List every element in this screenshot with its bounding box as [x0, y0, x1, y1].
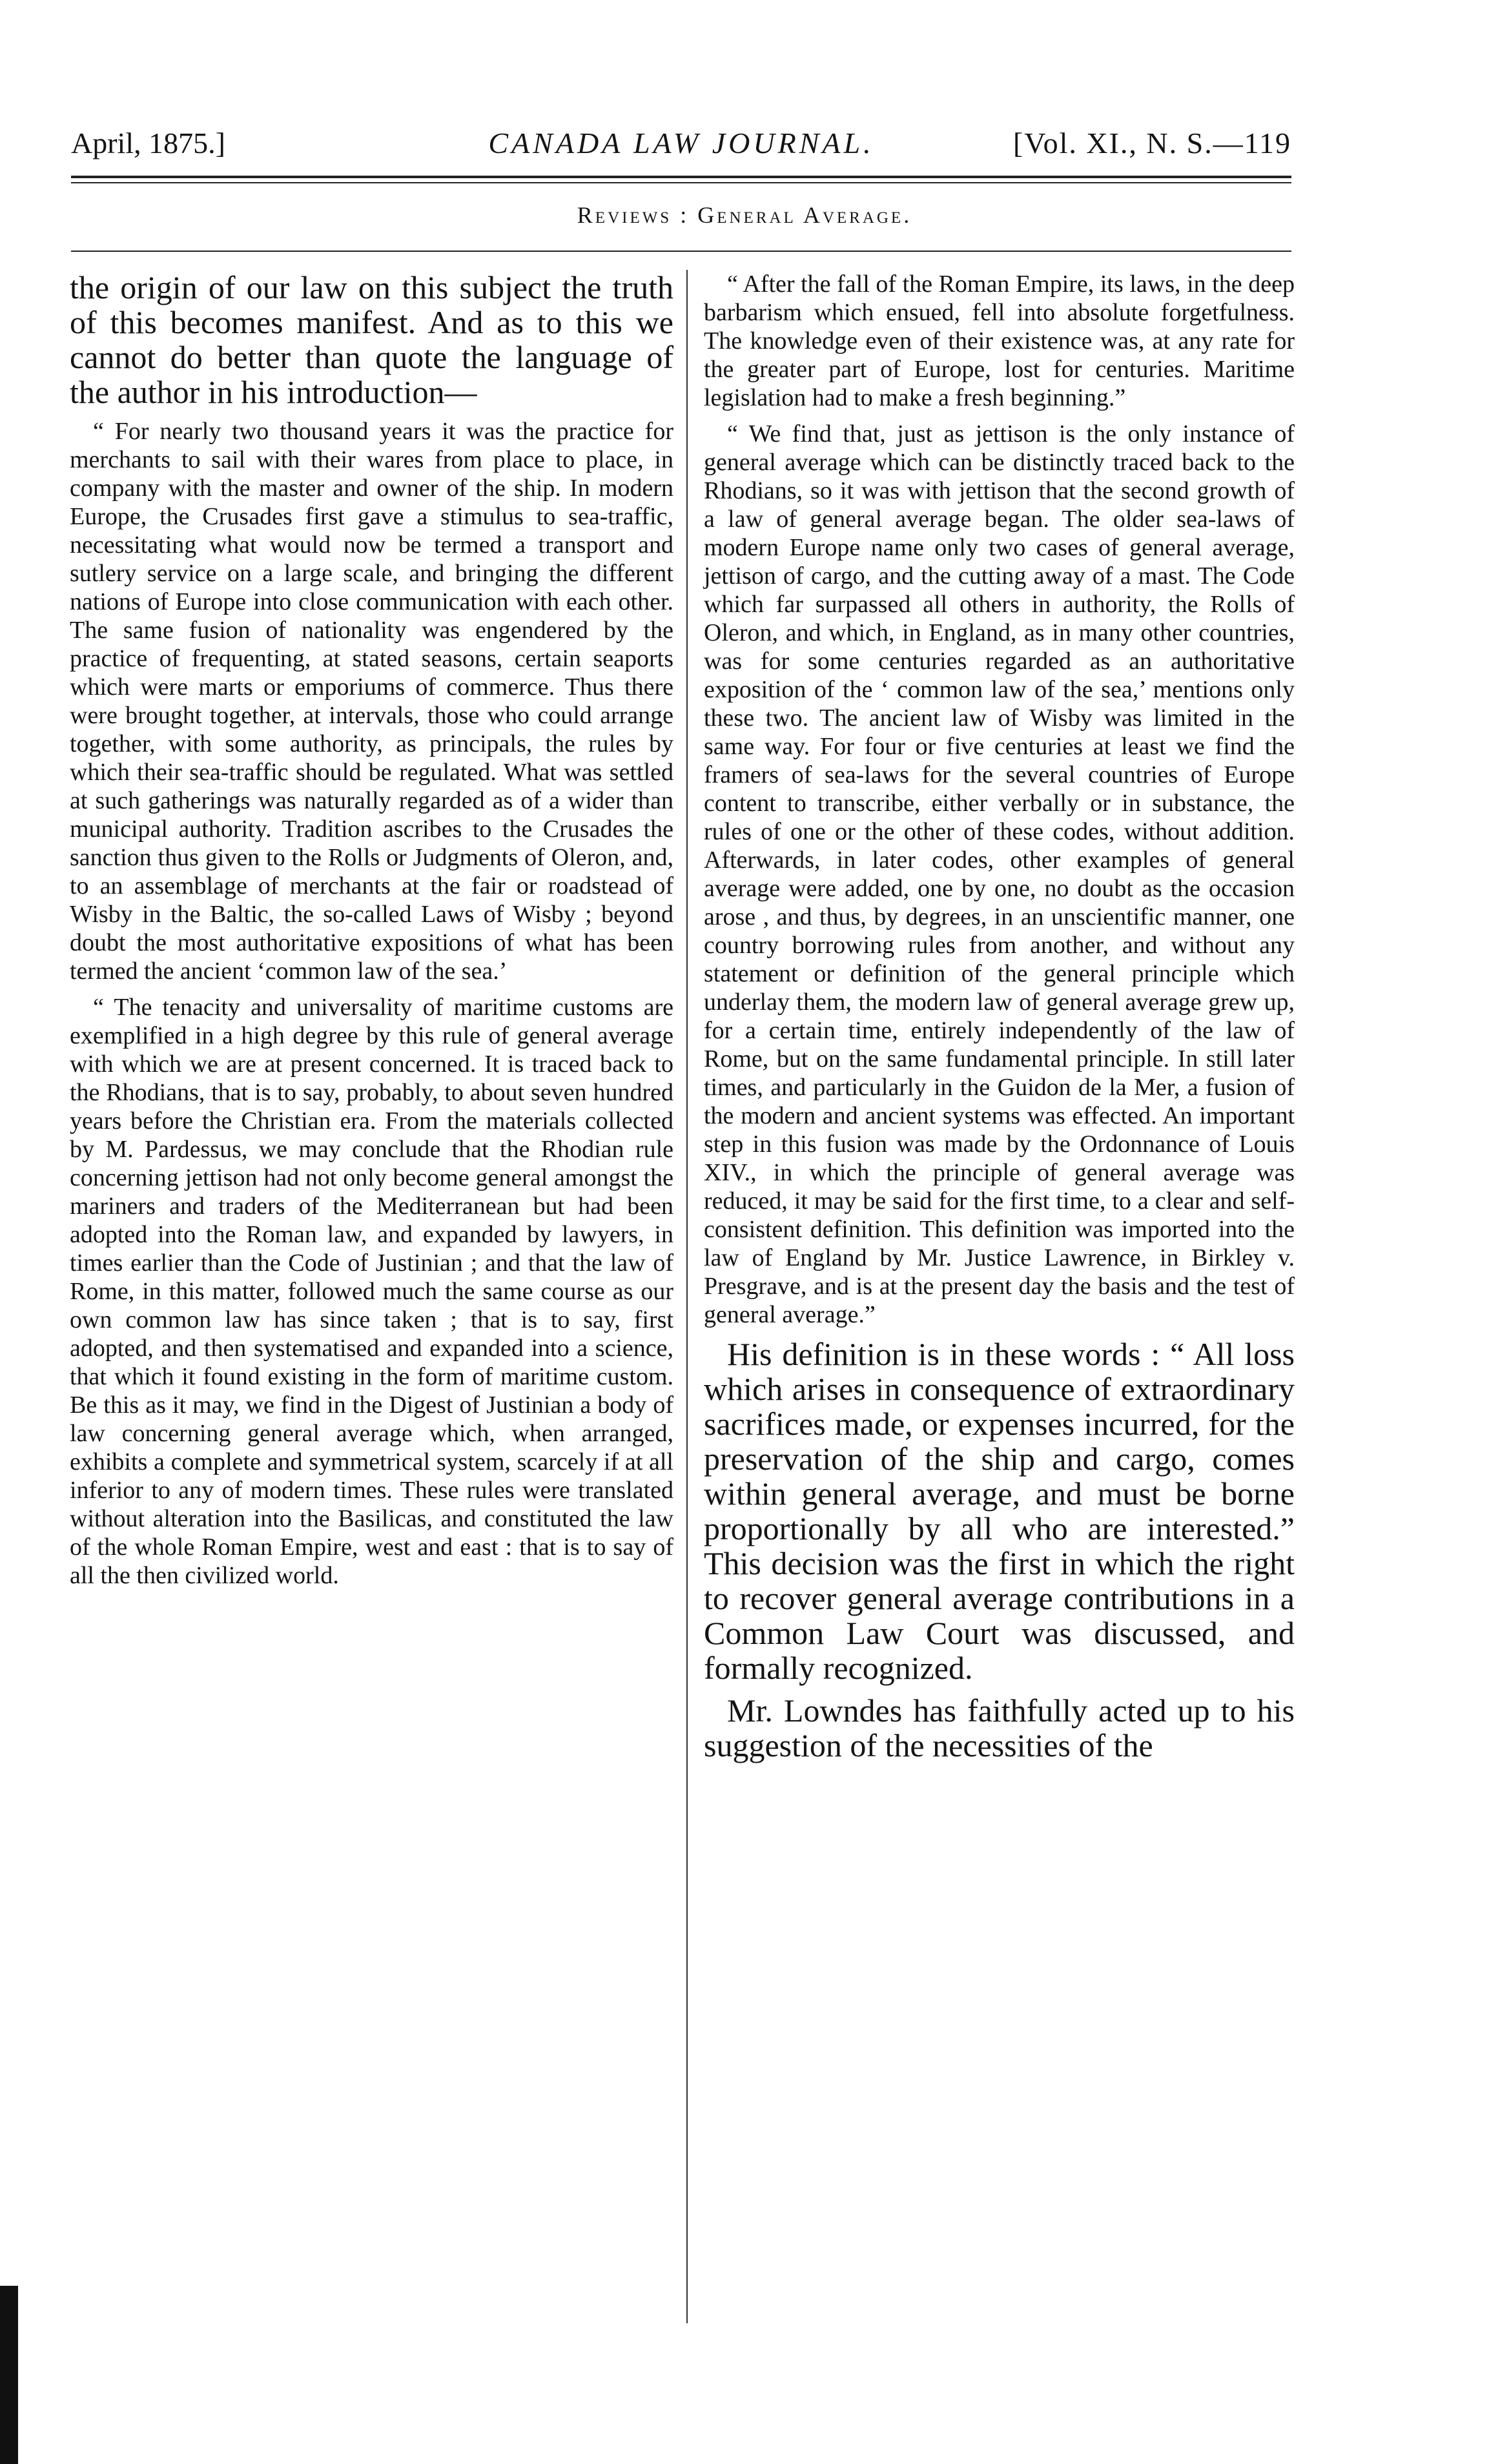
journal-title: CANADA LAW JOURNAL.	[488, 127, 874, 159]
intro-paragraph: the origin of our law on this subject the truth of this becomes manifest. And as to this we cannot do better than quote the language of the author in his introduction—	[70, 269, 673, 410]
volume-page: [Vol. XI., N. S.—119	[1012, 127, 1291, 159]
quote-paragraph: “ For nearly two thousand years it was the practice for merchants to sail with their wares from place to place, in company with the master and owner of the ship. In modern Europe, the Crusades first gave a stimulus to sea-traffic, necessitating what would now be termed a transport and sutlery service on a large scale, and bringing the different nations of Europe into close communication with each other. The same fusion of nationality was engendered by the practice of frequenting, at stated seasons, certain seaports which were marts or emporiums of commerce. Thus there were brought together, at intervals, those who could arrange together, with some authority, as principals, the rules by which their sea-traffic should be regulated. What was settled at such gatherings was naturally regarded as of a wider than municipal authority. Tradition ascribes to the Crusades the sanction thus given to the Rolls or Judgments of Oleron, and, to an assemblage of merchants at the fair or roadstead of Wisby in the Baltic, the so-called Laws of Wisby ; beyond doubt the most authoritative expositions of what has been termed the ancient ‘common law of the sea.’	[70, 418, 673, 985]
quote-paragraph: “ We find that, just as jettison is the only instance of general average which can be distinctly traced back to the Rhodians, so it was with jettison that the second growth of a law of general average began. The older sea-laws of modern Europe name only two cases of general average, jettison of cargo, and the cutting away of a mast. The Code which far surpassed all others in authority, the Rolls of Oleron, and which, in England, as in many other countries, was for some centuries regarded as an authoritative exposition of the ‘ common law of the sea,’ mentions only these two. The ancient law of Wisby was limited in the same way. For four or five centuries at least we find the framers of sea-laws for the several countries of Europe content to transcribe, either verbally or in substance, the rules of one or the other of these codes, without addition. Afterwards, in later codes, other examples of general average were added, one by one, no doubt as the occasion arose , and thus, by degrees, in an unscientific manner, one country borrowing rules from another, and without any statement or definition of the general principle which underlay them, the modern law of general average grew up, for a certain time, entirely independently of the law of Rome, but on the same fundamental principle. In still later times, and particularly in the Guidon de la Mer, a fusion of the modern and ancient systems was effected. An important step in this fusion was made by the Ordonnance of Louis XIV., in which the principle of general average was reduced, it may be said for the first time, to a clear and self-consistent definition. This definition was imported into the law of England by Mr. Justice Lawrence, in Birkley v. Presgrave, and is at the present day the basis and the test of general average.”	[704, 420, 1295, 1328]
body-paragraph: Mr. Lowndes has faithfully acted up to his suggestion of the necessities of the	[704, 1692, 1295, 1763]
body-paragraph: His definition is in these words : “ All loss which arises in consequence of extraordinary sacrifices made, or expenses incurred, for the preservation of the ship and cargo, comes within general average, and must be borne proportionally by all who are interested.” This decision was the first in which the right to recover general average contributions in a Common Law Court was discussed, and formally recognized.	[704, 1336, 1295, 1686]
header-rule-thin	[71, 182, 1291, 183]
running-header	[71, 126, 1291, 171]
page-edge-shadow	[0, 2286, 18, 2464]
quote-paragraph: “ The tenacity and universality of maritime customs are exemplified in a high degree by this rule of general average with which we are at present concerned. It is traced back to the Rhodians, that is to say, probably, to about seven hundred years before the Christian era. From the materials collected by M. Pardessus, we may conclude that the Rhodian rule concerning jettison had not only become general amongst the mariners and traders of the Mediterranean but had been adopted into the Roman law, and expanded by lawyers, in times earlier than the Code of Justinian ; and that the law of Rome, in this matter, followed much the same course as our own common law has since taken ; that is to say, first adopted, and then systematised and expanded into a science, that which it found existing in the form of maritime custom. Be this as it may, we find in the Digest of Justinian a body of law concerning general average which, when arranged, exhibits a complete and symmetrical system, scarcely if at all inferior to any of modern times. These rules were translated without alteration into the Basilicas, and constituted the law of the whole Roman Empire, west and east : that is to say of all the then civilized world.	[70, 994, 673, 1589]
left-column	[70, 270, 673, 1590]
quote-paragraph: “ After the fall of the Roman Empire, its laws, in the deep barbarism which ensued, fell into absolute forgetfulness. The knowledge even of their existence was, at any rate for the greater part of Europe, lost for centuries. Maritime legislation had to make a fresh beginning.”	[704, 271, 1295, 411]
subhead-rule	[71, 251, 1291, 252]
header-rule	[71, 176, 1291, 178]
section-heading: Reviews : General Average.	[577, 202, 912, 228]
header-date: April, 1875.]	[71, 127, 225, 159]
column-divider	[686, 270, 688, 2323]
right-column	[704, 270, 1295, 1763]
